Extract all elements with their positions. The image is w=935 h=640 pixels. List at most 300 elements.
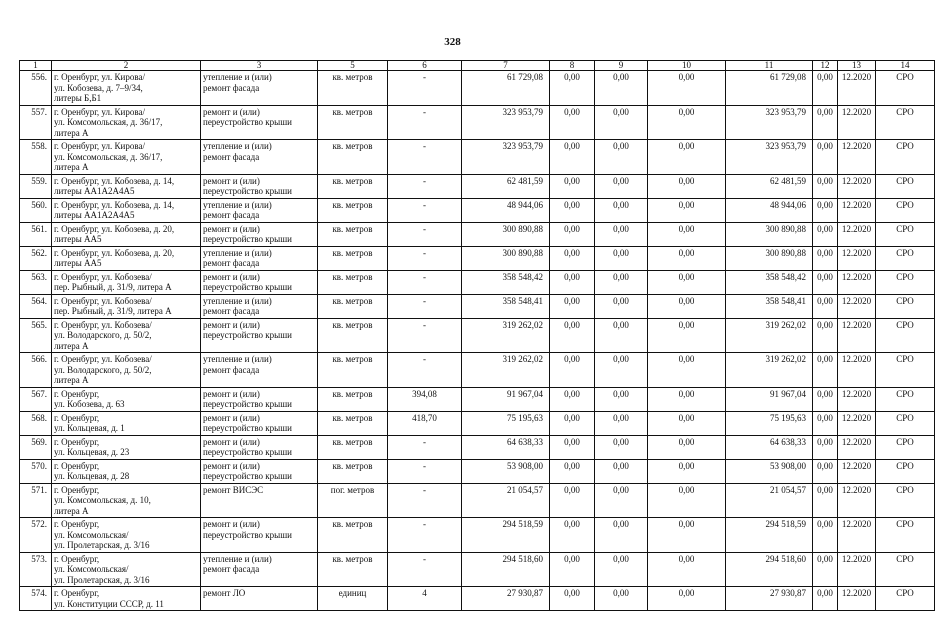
column-number-header: 5 xyxy=(318,61,388,71)
quantity-cell: - xyxy=(388,459,462,483)
work-type-cell xyxy=(201,294,318,318)
address-line: ул. Пролетарская, д. 3/16 xyxy=(54,540,150,550)
cost-col12-cell: 0,00 xyxy=(813,140,838,175)
address-line: г. Оренбург, xyxy=(54,519,100,529)
column-number-header: 12 xyxy=(813,61,838,71)
quantity-cell: - xyxy=(388,246,462,270)
column-number-header: 2 xyxy=(52,61,201,71)
cost-col8-cell: 0,00 xyxy=(550,459,595,483)
column-number-header: 7 xyxy=(462,61,550,71)
work-type-line: переустройство крыши xyxy=(203,423,292,433)
address-line: литера А xyxy=(54,127,89,138)
address-cell xyxy=(52,353,201,388)
total-cost-cell: 300 890,88 xyxy=(462,222,550,246)
cost-col10-cell: 0,00 xyxy=(648,552,726,587)
work-type-cell xyxy=(201,71,318,106)
cost-col11-cell: 53 908,00 xyxy=(726,459,813,483)
row-number-cell: 569. xyxy=(20,435,52,459)
table-row xyxy=(20,387,935,411)
quantity-cell: 4 xyxy=(388,587,462,611)
address-line: г. Оренбург, ул. Кобозева, д. 14, xyxy=(54,175,175,186)
total-cost-cell: 91 967,04 xyxy=(462,387,550,411)
work-type-line: ремонт и (или) xyxy=(203,223,260,234)
table-row xyxy=(20,552,935,587)
row-number-cell: 562. xyxy=(20,246,52,270)
work-type-cell xyxy=(201,518,318,553)
quantity-cell: - xyxy=(388,174,462,198)
table-row xyxy=(20,518,935,553)
deadline-cell: 12.2020 xyxy=(838,459,876,483)
quantity-cell: - xyxy=(388,518,462,553)
cost-col9-cell: 0,00 xyxy=(595,435,648,459)
cost-col11-cell: 358 548,42 xyxy=(726,270,813,294)
deadline-cell: 12.2020 xyxy=(838,318,876,353)
work-type-line: переустройство крыши xyxy=(203,447,292,457)
work-type-cell xyxy=(201,174,318,198)
address-line: г. Оренбург, ул. Кобозева, д. 14, xyxy=(54,199,175,210)
unit-cell: кв. метров xyxy=(318,518,388,553)
work-type-line: ремонт и (или) xyxy=(203,271,260,282)
address-line: г. Оренбург, xyxy=(54,484,100,495)
quantity-cell: - xyxy=(388,105,462,140)
address-line: ул. Комсомольская, д. 36/17, xyxy=(54,117,163,127)
funding-source-cell: СРО xyxy=(876,483,935,518)
cost-col12-cell: 0,00 xyxy=(813,174,838,198)
deadline-cell: 12.2020 xyxy=(838,105,876,140)
funding-source-cell: СРО xyxy=(876,353,935,388)
row-number-cell: 557. xyxy=(20,105,52,140)
deadline-cell: 12.2020 xyxy=(838,518,876,553)
cost-col12-cell: 0,00 xyxy=(813,411,838,435)
funding-source-cell: СРО xyxy=(876,518,935,553)
cost-col10-cell: 0,00 xyxy=(648,174,726,198)
work-type-line: ремонт фасада xyxy=(203,306,260,316)
address-cell xyxy=(52,459,201,483)
address-cell xyxy=(52,222,201,246)
cost-col12-cell: 0,00 xyxy=(813,483,838,518)
address-line: ул. Кольцевая, д. 1 xyxy=(54,423,125,433)
quantity-cell: 418,70 xyxy=(388,411,462,435)
work-type-cell xyxy=(201,483,318,518)
cost-col8-cell: 0,00 xyxy=(550,294,595,318)
address-line: г. Оренбург, ул. Кобозева, д. 20, xyxy=(54,223,175,234)
cost-col11-cell: 64 638,33 xyxy=(726,435,813,459)
address-line: г. Оренбург, xyxy=(54,388,100,399)
row-number-cell: 556. xyxy=(20,71,52,106)
cost-col11-cell: 294 518,59 xyxy=(726,518,813,553)
row-number-cell: 559. xyxy=(20,174,52,198)
cost-col12-cell: 0,00 xyxy=(813,270,838,294)
total-cost-cell: 61 729,08 xyxy=(462,71,550,106)
row-number-cell: 561. xyxy=(20,222,52,246)
unit-cell: кв. метров xyxy=(318,246,388,270)
address-cell xyxy=(52,174,201,198)
cost-col12-cell: 0,00 xyxy=(813,105,838,140)
cost-col8-cell: 0,00 xyxy=(550,518,595,553)
address-line: ул. Володарского, д. 50/2, xyxy=(54,364,152,375)
work-type-line: ремонт фасада xyxy=(203,82,260,93)
cost-col10-cell: 0,00 xyxy=(648,222,726,246)
cost-col11-cell: 62 481,59 xyxy=(726,174,813,198)
deadline-cell: 12.2020 xyxy=(838,353,876,388)
cost-col11-cell: 91 967,04 xyxy=(726,387,813,411)
funding-source-cell: СРО xyxy=(876,246,935,270)
repair-schedule-table xyxy=(19,60,935,611)
quantity-cell: - xyxy=(388,198,462,222)
cost-col8-cell: 0,00 xyxy=(550,387,595,411)
work-type-cell xyxy=(201,140,318,175)
work-type-line: утепление и (или) xyxy=(203,553,272,564)
address-line: ул. Кобозева, д. 63 xyxy=(54,399,125,409)
cost-col12-cell: 0,00 xyxy=(813,318,838,353)
cost-col8-cell: 0,00 xyxy=(550,105,595,140)
work-type-line: утепление и (или) xyxy=(203,199,272,210)
cost-col10-cell: 0,00 xyxy=(648,587,726,611)
total-cost-cell: 75 195,63 xyxy=(462,411,550,435)
deadline-cell: 12.2020 xyxy=(838,198,876,222)
funding-source-cell: СРО xyxy=(876,174,935,198)
cost-col8-cell: 0,00 xyxy=(550,435,595,459)
address-line: г. Оренбург, xyxy=(54,436,100,447)
cost-col12-cell: 0,00 xyxy=(813,294,838,318)
work-type-cell xyxy=(201,587,318,611)
address-line: литера А xyxy=(54,340,89,351)
total-cost-cell: 294 518,60 xyxy=(462,552,550,587)
address-cell xyxy=(52,294,201,318)
work-type-line: утепление и (или) xyxy=(203,354,272,364)
work-type-cell xyxy=(201,318,318,353)
address-line: литера А xyxy=(54,505,89,516)
deadline-cell: 12.2020 xyxy=(838,246,876,270)
cost-col10-cell: 0,00 xyxy=(648,318,726,353)
work-type-line: ремонт и (или) xyxy=(203,106,260,117)
column-number-header: 9 xyxy=(595,61,648,71)
unit-cell: кв. метров xyxy=(318,222,388,246)
address-cell xyxy=(52,552,201,587)
deadline-cell: 12.2020 xyxy=(838,140,876,175)
unit-cell: кв. метров xyxy=(318,71,388,106)
funding-source-cell: СРО xyxy=(876,435,935,459)
quantity-cell: - xyxy=(388,71,462,106)
funding-source-cell: СРО xyxy=(876,105,935,140)
funding-source-cell: СРО xyxy=(876,198,935,222)
address-line: г. Оренбург, ул. Кирова/ xyxy=(54,106,145,117)
work-type-line: ремонт фасада xyxy=(203,564,260,574)
address-cell xyxy=(52,518,201,553)
cost-col8-cell: 0,00 xyxy=(550,483,595,518)
work-type-line: ремонт и (или) xyxy=(203,412,260,423)
cost-col10-cell: 0,00 xyxy=(648,105,726,140)
cost-col9-cell: 0,00 xyxy=(595,140,648,175)
work-type-line: ремонт и (или) xyxy=(203,460,260,471)
cost-col10-cell: 0,00 xyxy=(648,71,726,106)
quantity-cell: - xyxy=(388,294,462,318)
work-type-line: переустройство крыши xyxy=(203,186,292,196)
address-line: литеры Б,Б1 xyxy=(54,93,102,103)
quantity-cell: 394,08 xyxy=(388,387,462,411)
unit-cell: кв. метров xyxy=(318,198,388,222)
unit-cell: кв. метров xyxy=(318,105,388,140)
work-type-line: ремонт фасада xyxy=(203,364,260,375)
funding-source-cell: СРО xyxy=(876,71,935,106)
cost-col11-cell: 323 953,79 xyxy=(726,140,813,175)
address-line: пер. Рыбный, д. 31/9, литера А xyxy=(54,306,172,316)
work-type-line: переустройство крыши xyxy=(203,399,292,409)
row-number-cell: 574. xyxy=(20,587,52,611)
total-cost-cell: 21 054,57 xyxy=(462,483,550,518)
table-row xyxy=(20,353,935,388)
cost-col10-cell: 0,00 xyxy=(648,518,726,553)
quantity-cell: - xyxy=(388,435,462,459)
column-number-header: 10 xyxy=(648,61,726,71)
total-cost-cell: 62 481,59 xyxy=(462,174,550,198)
address-cell xyxy=(52,140,201,175)
cost-col9-cell: 0,00 xyxy=(595,174,648,198)
address-line: литера А xyxy=(54,375,89,385)
cost-col12-cell: 0,00 xyxy=(813,246,838,270)
work-type-line: ремонт ЛО xyxy=(203,588,246,598)
address-line: ул. Комсомольская, д. 36/17, xyxy=(54,151,163,162)
work-type-cell xyxy=(201,105,318,140)
cost-col9-cell: 0,00 xyxy=(595,518,648,553)
work-type-cell xyxy=(201,552,318,587)
cost-col11-cell: 27 930,87 xyxy=(726,587,813,611)
page-number: 328 xyxy=(444,36,461,48)
table-row xyxy=(20,294,935,318)
cost-col10-cell: 0,00 xyxy=(648,270,726,294)
cost-col12-cell: 0,00 xyxy=(813,387,838,411)
total-cost-cell: 53 908,00 xyxy=(462,459,550,483)
cost-col8-cell: 0,00 xyxy=(550,246,595,270)
address-line: ул. Комсомольская, д. 10, xyxy=(54,495,151,505)
table-row xyxy=(20,222,935,246)
cost-col11-cell: 300 890,88 xyxy=(726,222,813,246)
deadline-cell: 12.2020 xyxy=(838,174,876,198)
table-row xyxy=(20,246,935,270)
column-number-header: 3 xyxy=(201,61,318,71)
total-cost-cell: 358 548,42 xyxy=(462,270,550,294)
cost-col8-cell: 0,00 xyxy=(550,353,595,388)
cost-col8-cell: 0,00 xyxy=(550,222,595,246)
address-line: г. Оренбург, xyxy=(54,553,100,564)
work-type-line: ремонт ВИСЭС xyxy=(203,484,264,495)
deadline-cell: 12.2020 xyxy=(838,483,876,518)
cost-col12-cell: 0,00 xyxy=(813,198,838,222)
cost-col10-cell: 0,00 xyxy=(648,140,726,175)
table-row xyxy=(20,270,935,294)
cost-col11-cell: 323 953,79 xyxy=(726,105,813,140)
deadline-cell: 12.2020 xyxy=(838,587,876,611)
cost-col10-cell: 0,00 xyxy=(648,294,726,318)
table-row xyxy=(20,483,935,518)
cost-col8-cell: 0,00 xyxy=(550,140,595,175)
address-line: ул. Комсомольская/ xyxy=(54,529,129,540)
cost-col9-cell: 0,00 xyxy=(595,483,648,518)
address-cell xyxy=(52,71,201,106)
work-type-line: ремонт фасада xyxy=(203,151,260,162)
table-row xyxy=(20,587,935,611)
row-number-cell: 573. xyxy=(20,552,52,587)
address-line: г. Оренбург, ул. Кирова/ xyxy=(54,72,145,82)
cost-col8-cell: 0,00 xyxy=(550,411,595,435)
total-cost-cell: 300 890,88 xyxy=(462,246,550,270)
quantity-cell: - xyxy=(388,552,462,587)
address-line: г. Оренбург, ул. Кобозева/ xyxy=(54,295,152,306)
address-line: ул. Володарского, д. 50/2, xyxy=(54,330,152,340)
address-cell xyxy=(52,198,201,222)
work-type-line: утепление и (или) xyxy=(203,247,272,258)
unit-cell: кв. метров xyxy=(318,552,388,587)
unit-cell: кв. метров xyxy=(318,294,388,318)
cost-col9-cell: 0,00 xyxy=(595,198,648,222)
row-number-cell: 570. xyxy=(20,459,52,483)
deadline-cell: 12.2020 xyxy=(838,387,876,411)
cost-col9-cell: 0,00 xyxy=(595,71,648,106)
row-number-cell: 565. xyxy=(20,318,52,353)
table-body xyxy=(20,71,935,611)
row-number-cell: 571. xyxy=(20,483,52,518)
address-line: г. Оренбург, ул. Кобозева, д. 20, xyxy=(54,247,175,258)
work-type-line: ремонт и (или) xyxy=(203,175,260,186)
quantity-cell: - xyxy=(388,270,462,294)
cost-col12-cell: 0,00 xyxy=(813,518,838,553)
total-cost-cell: 319 262,02 xyxy=(462,318,550,353)
funding-source-cell: СРО xyxy=(876,140,935,175)
unit-cell: кв. метров xyxy=(318,411,388,435)
address-line: литера А xyxy=(54,162,89,172)
address-cell xyxy=(52,105,201,140)
cost-col10-cell: 0,00 xyxy=(648,198,726,222)
column-number-header: 1 xyxy=(20,61,52,71)
cost-col10-cell: 0,00 xyxy=(648,483,726,518)
address-line: ул. Пролетарская, д. 3/16 xyxy=(54,574,150,585)
cost-col8-cell: 0,00 xyxy=(550,318,595,353)
work-type-cell xyxy=(201,387,318,411)
deadline-cell: 12.2020 xyxy=(838,270,876,294)
quantity-cell: - xyxy=(388,140,462,175)
column-number-header: 14 xyxy=(876,61,935,71)
cost-col11-cell: 61 729,08 xyxy=(726,71,813,106)
address-line: ул. Кобозева, д. 7–9/34, xyxy=(54,82,143,93)
cost-col11-cell: 358 548,41 xyxy=(726,294,813,318)
total-cost-cell: 27 930,87 xyxy=(462,587,550,611)
quantity-cell: - xyxy=(388,318,462,353)
cost-col9-cell: 0,00 xyxy=(595,222,648,246)
deadline-cell: 12.2020 xyxy=(838,552,876,587)
cost-col12-cell: 0,00 xyxy=(813,552,838,587)
address-cell xyxy=(52,483,201,518)
cost-col11-cell: 319 262,02 xyxy=(726,318,813,353)
cost-col12-cell: 0,00 xyxy=(813,459,838,483)
work-type-line: ремонт и (или) xyxy=(203,388,260,399)
cost-col10-cell: 0,00 xyxy=(648,411,726,435)
cost-col12-cell: 0,00 xyxy=(813,587,838,611)
address-line: ул. Кольцевая, д. 28 xyxy=(54,471,130,481)
quantity-cell: - xyxy=(388,353,462,388)
cost-col12-cell: 0,00 xyxy=(813,435,838,459)
cost-col11-cell: 48 944,06 xyxy=(726,198,813,222)
cost-col12-cell: 0,00 xyxy=(813,222,838,246)
address-line: литеры АА1А2А4А5 xyxy=(54,186,135,196)
funding-source-cell: СРО xyxy=(876,318,935,353)
address-line: г. Оренбург, xyxy=(54,412,100,423)
cost-col9-cell: 0,00 xyxy=(595,411,648,435)
address-cell xyxy=(52,587,201,611)
funding-source-cell: СРО xyxy=(876,552,935,587)
cost-col9-cell: 0,00 xyxy=(595,294,648,318)
address-cell xyxy=(52,270,201,294)
total-cost-cell: 294 518,59 xyxy=(462,518,550,553)
funding-source-cell: СРО xyxy=(876,459,935,483)
work-type-line: переустройство крыши xyxy=(203,529,292,540)
address-line: г. Оренбург, xyxy=(54,460,100,471)
work-type-line: переустройство крыши xyxy=(203,234,292,244)
unit-cell: кв. метров xyxy=(318,459,388,483)
funding-source-cell: СРО xyxy=(876,387,935,411)
column-number-header: 13 xyxy=(838,61,876,71)
address-line: литеры АА5 xyxy=(54,234,102,244)
address-line: г. Оренбург, ул. Кирова/ xyxy=(54,141,145,151)
work-type-cell xyxy=(201,198,318,222)
total-cost-cell: 323 953,79 xyxy=(462,105,550,140)
cost-col9-cell: 0,00 xyxy=(595,270,648,294)
address-line: г. Оренбург, ул. Кобозева/ xyxy=(54,271,152,282)
address-cell xyxy=(52,387,201,411)
deadline-cell: 12.2020 xyxy=(838,411,876,435)
row-number-cell: 568. xyxy=(20,411,52,435)
address-line: г. Оренбург, xyxy=(54,588,100,598)
deadline-cell: 12.2020 xyxy=(838,435,876,459)
quantity-cell: - xyxy=(388,222,462,246)
work-type-line: утепление и (или) xyxy=(203,141,272,151)
address-line: г. Оренбург, ул. Кобозева/ xyxy=(54,354,152,364)
cost-col11-cell: 21 054,57 xyxy=(726,483,813,518)
address-line: литеры АА1А2А4А5 xyxy=(54,210,135,220)
cost-col8-cell: 0,00 xyxy=(550,270,595,294)
unit-cell: кв. метров xyxy=(318,270,388,294)
row-number-cell: 558. xyxy=(20,140,52,175)
cost-col10-cell: 0,00 xyxy=(648,435,726,459)
deadline-cell: 12.2020 xyxy=(838,294,876,318)
funding-source-cell: СРО xyxy=(876,411,935,435)
funding-source-cell: СРО xyxy=(876,294,935,318)
row-number-cell: 566. xyxy=(20,353,52,388)
cost-col9-cell: 0,00 xyxy=(595,459,648,483)
total-cost-cell: 323 953,79 xyxy=(462,140,550,175)
address-cell xyxy=(52,411,201,435)
cost-col11-cell: 300 890,88 xyxy=(726,246,813,270)
column-number-header: 6 xyxy=(388,61,462,71)
work-type-cell xyxy=(201,411,318,435)
table-row xyxy=(20,411,935,435)
unit-cell: кв. метров xyxy=(318,174,388,198)
address-line: ул. Комсомольская/ xyxy=(54,564,129,574)
unit-cell: кв. метров xyxy=(318,387,388,411)
total-cost-cell: 319 262,02 xyxy=(462,353,550,388)
work-type-line: утепление и (или) xyxy=(203,72,272,82)
cost-col9-cell: 0,00 xyxy=(595,353,648,388)
cost-col10-cell: 0,00 xyxy=(648,246,726,270)
address-cell xyxy=(52,435,201,459)
address-line: пер. Рыбный, д. 31/9, литера А xyxy=(54,282,172,292)
work-type-cell xyxy=(201,222,318,246)
cost-col10-cell: 0,00 xyxy=(648,387,726,411)
funding-source-cell: СРО xyxy=(876,222,935,246)
deadline-cell: 12.2020 xyxy=(838,222,876,246)
cost-col8-cell: 0,00 xyxy=(550,174,595,198)
cost-col10-cell: 0,00 xyxy=(648,353,726,388)
unit-cell: пог. метров xyxy=(318,483,388,518)
